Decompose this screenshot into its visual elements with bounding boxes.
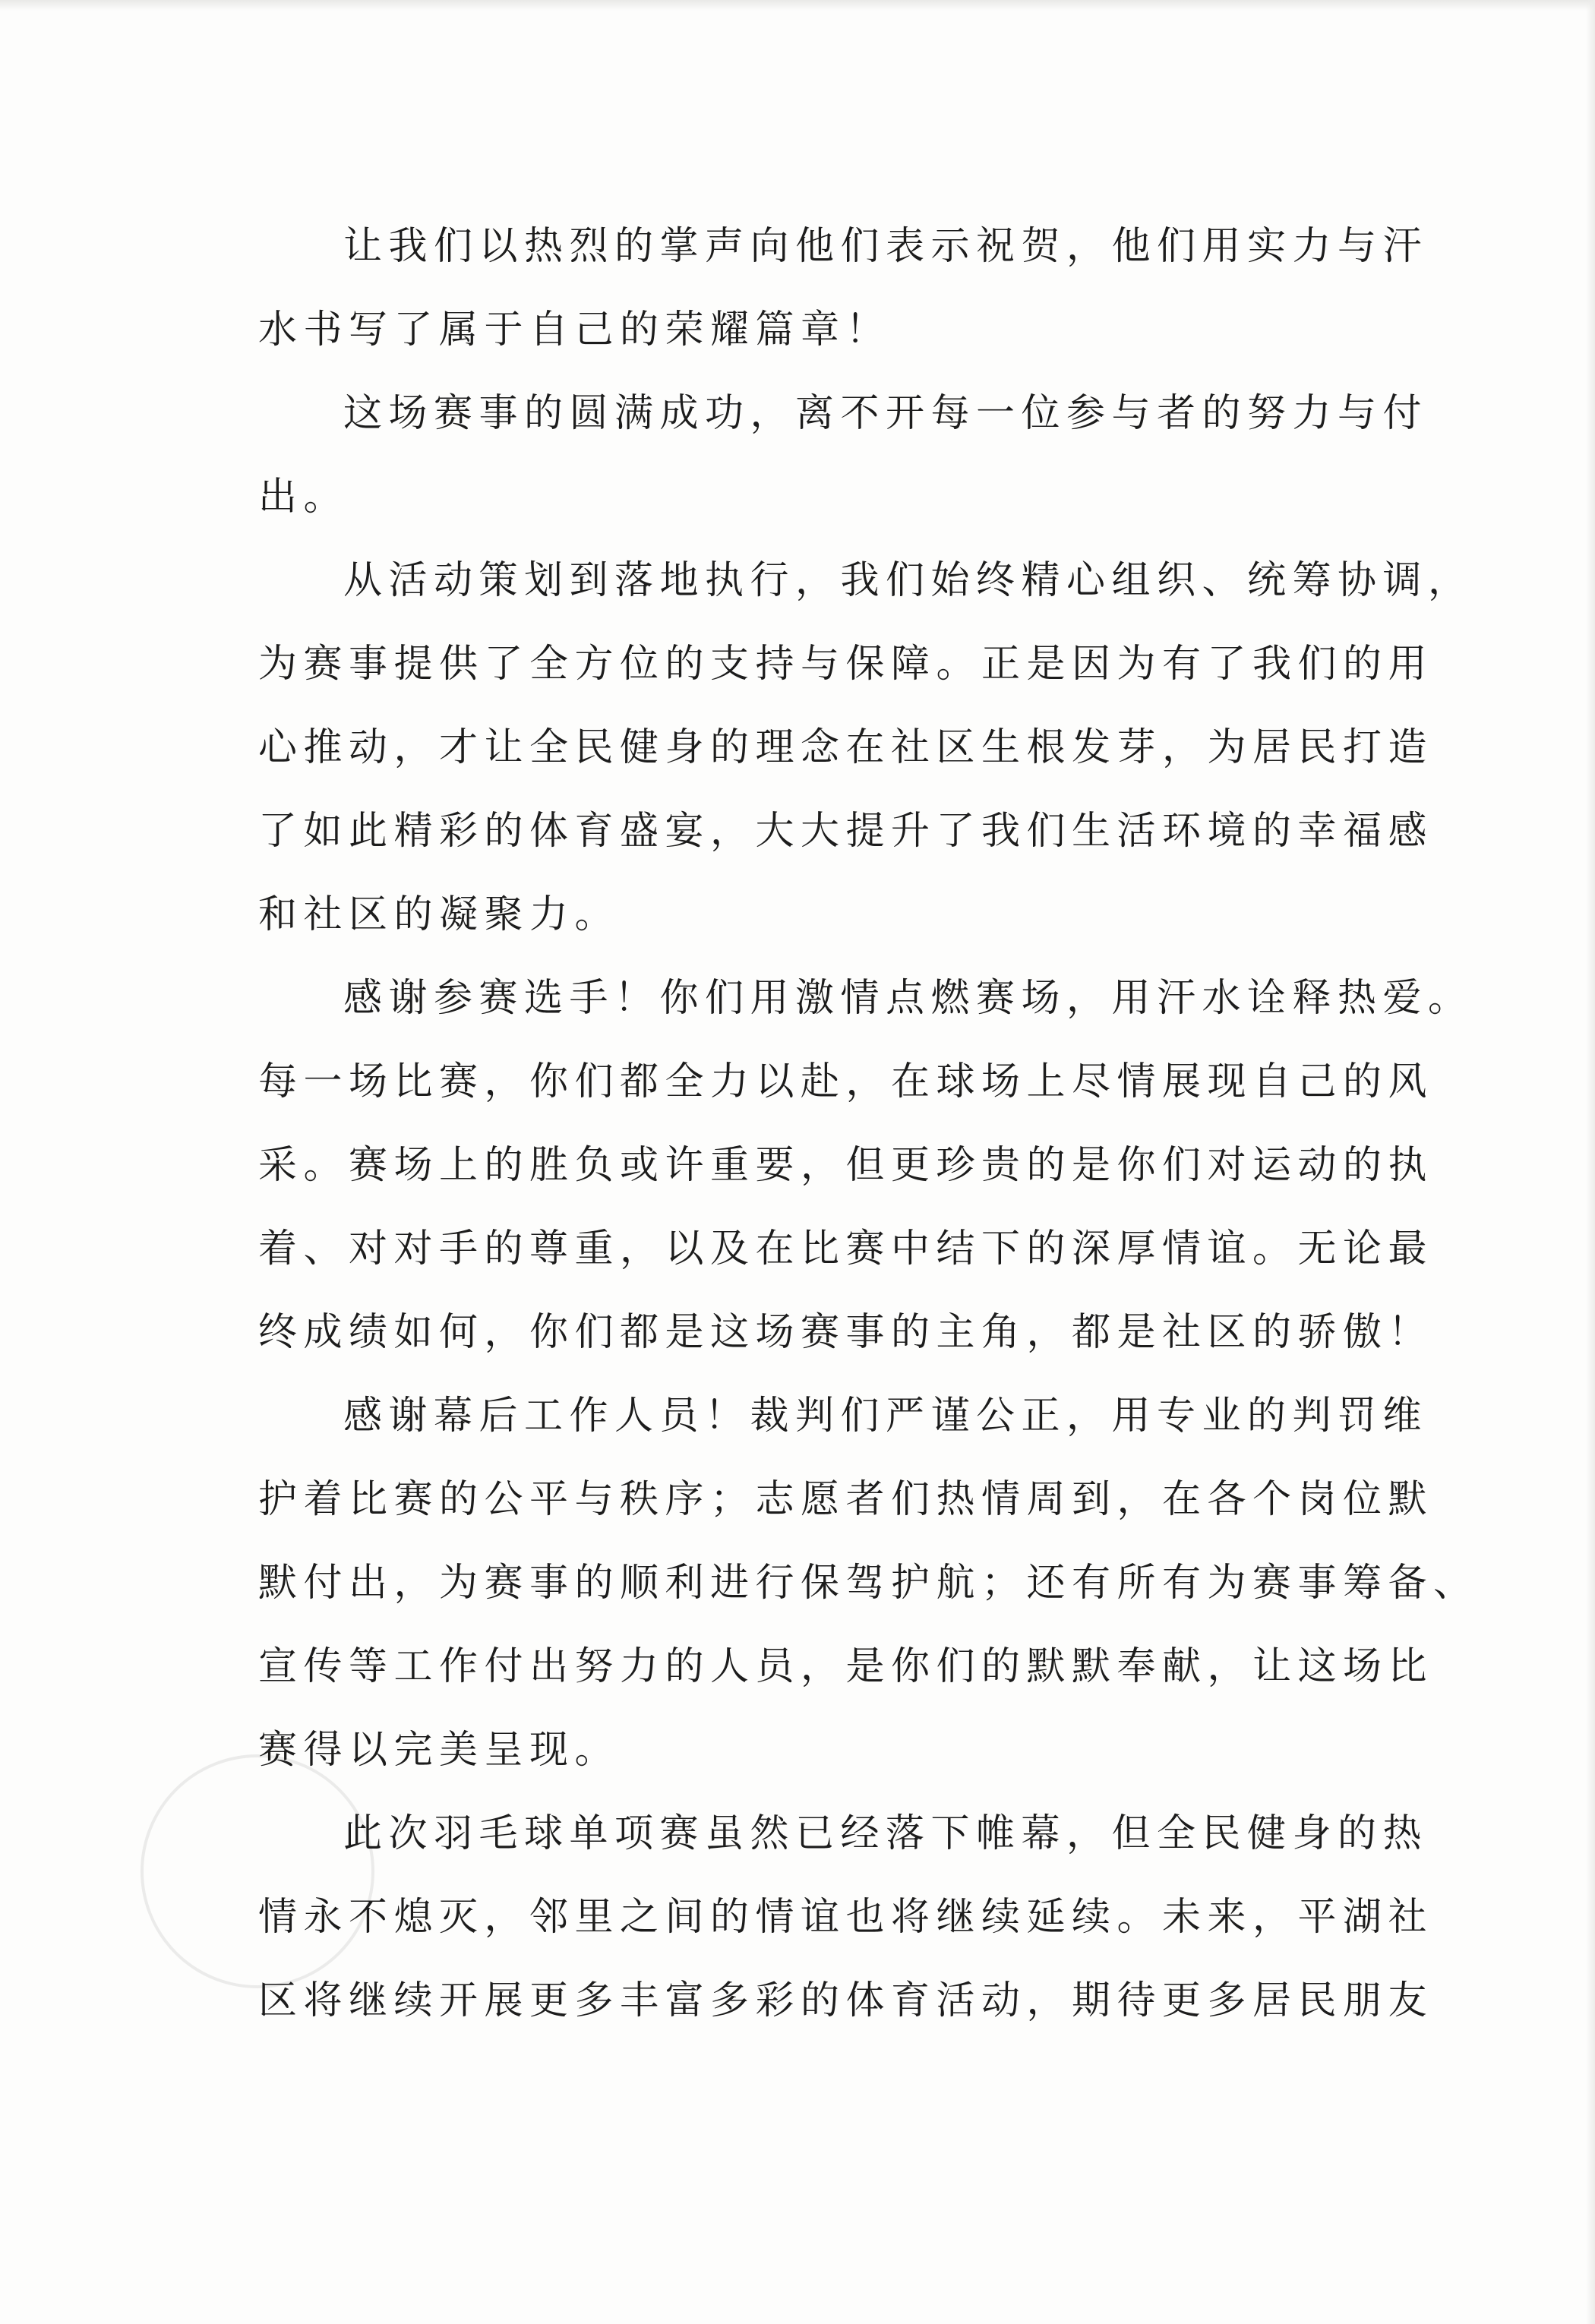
text-line: 着、对对手的尊重，以及在比赛中结下的深厚情谊。无论最 — [258, 1227, 1434, 1271]
text-line: 此次羽毛球单项赛虽然已经落下帷幕，但全民健身的热 — [343, 1811, 1429, 1856]
text-line: 这场赛事的圆满成功，离不开每一位参与者的努力与付 — [343, 391, 1429, 436]
text-line: 从活动策划到落地执行，我们始终精心组织、统筹协调， — [343, 558, 1473, 603]
scan-edge-top — [0, 0, 1595, 11]
text-line: 感谢参赛选手！你们用激情点燃赛场，用汗水诠释热爱。 — [343, 976, 1473, 1021]
text-line: 感谢幕后工作人员！裁判们严谨公正，用专业的判罚维 — [343, 1394, 1429, 1438]
text-line: 每一场比赛，你们都全力以赴，在球场上尽情展现自己的风 — [258, 1059, 1434, 1104]
scan-edge-right — [1586, 0, 1595, 2324]
text-line: 出。 — [258, 475, 349, 519]
text-line: 水书写了属于自己的荣耀篇章！ — [258, 308, 892, 352]
text-line: 采。赛场上的胜负或许重要，但更珍贵的是你们对运动的执 — [258, 1143, 1434, 1188]
faded-seal-stamp — [141, 1754, 374, 1988]
text-line: 了如此精彩的体育盛宴，大大提升了我们生活环境的幸福感 — [258, 809, 1434, 854]
text-line: 为赛事提供了全方位的支持与保障。正是因为有了我们的用 — [258, 642, 1434, 687]
text-line: 护着比赛的公平与秩序；志愿者们热情周到，在各个岗位默 — [258, 1477, 1434, 1522]
text-line: 区将继续开展更多丰富多彩的体育活动，期待更多居民朋友 — [258, 1978, 1434, 2023]
text-line: 宣传等工作付出努力的人员，是你们的默默奉献，让这场比 — [258, 1644, 1434, 1689]
text-line: 心推动，才让全民健身的理念在社区生根发芽，为居民打造 — [258, 725, 1434, 770]
text-line: 默付出，为赛事的顺利进行保驾护航；还有所有为赛事筹备、 — [258, 1561, 1479, 1606]
text-line: 赛得以完美呈现。 — [258, 1728, 621, 1773]
text-line: 和社区的凝聚力。 — [258, 892, 621, 937]
text-line: 让我们以热烈的掌声向他们表示祝贺，他们用实力与汗 — [343, 224, 1429, 269]
text-line: 终成绩如何，你们都是这场赛事的主角，都是社区的骄傲！ — [258, 1310, 1434, 1355]
text-line: 情永不熄灭，邻里之间的情谊也将继续延续。未来，平湖社 — [258, 1895, 1434, 1940]
